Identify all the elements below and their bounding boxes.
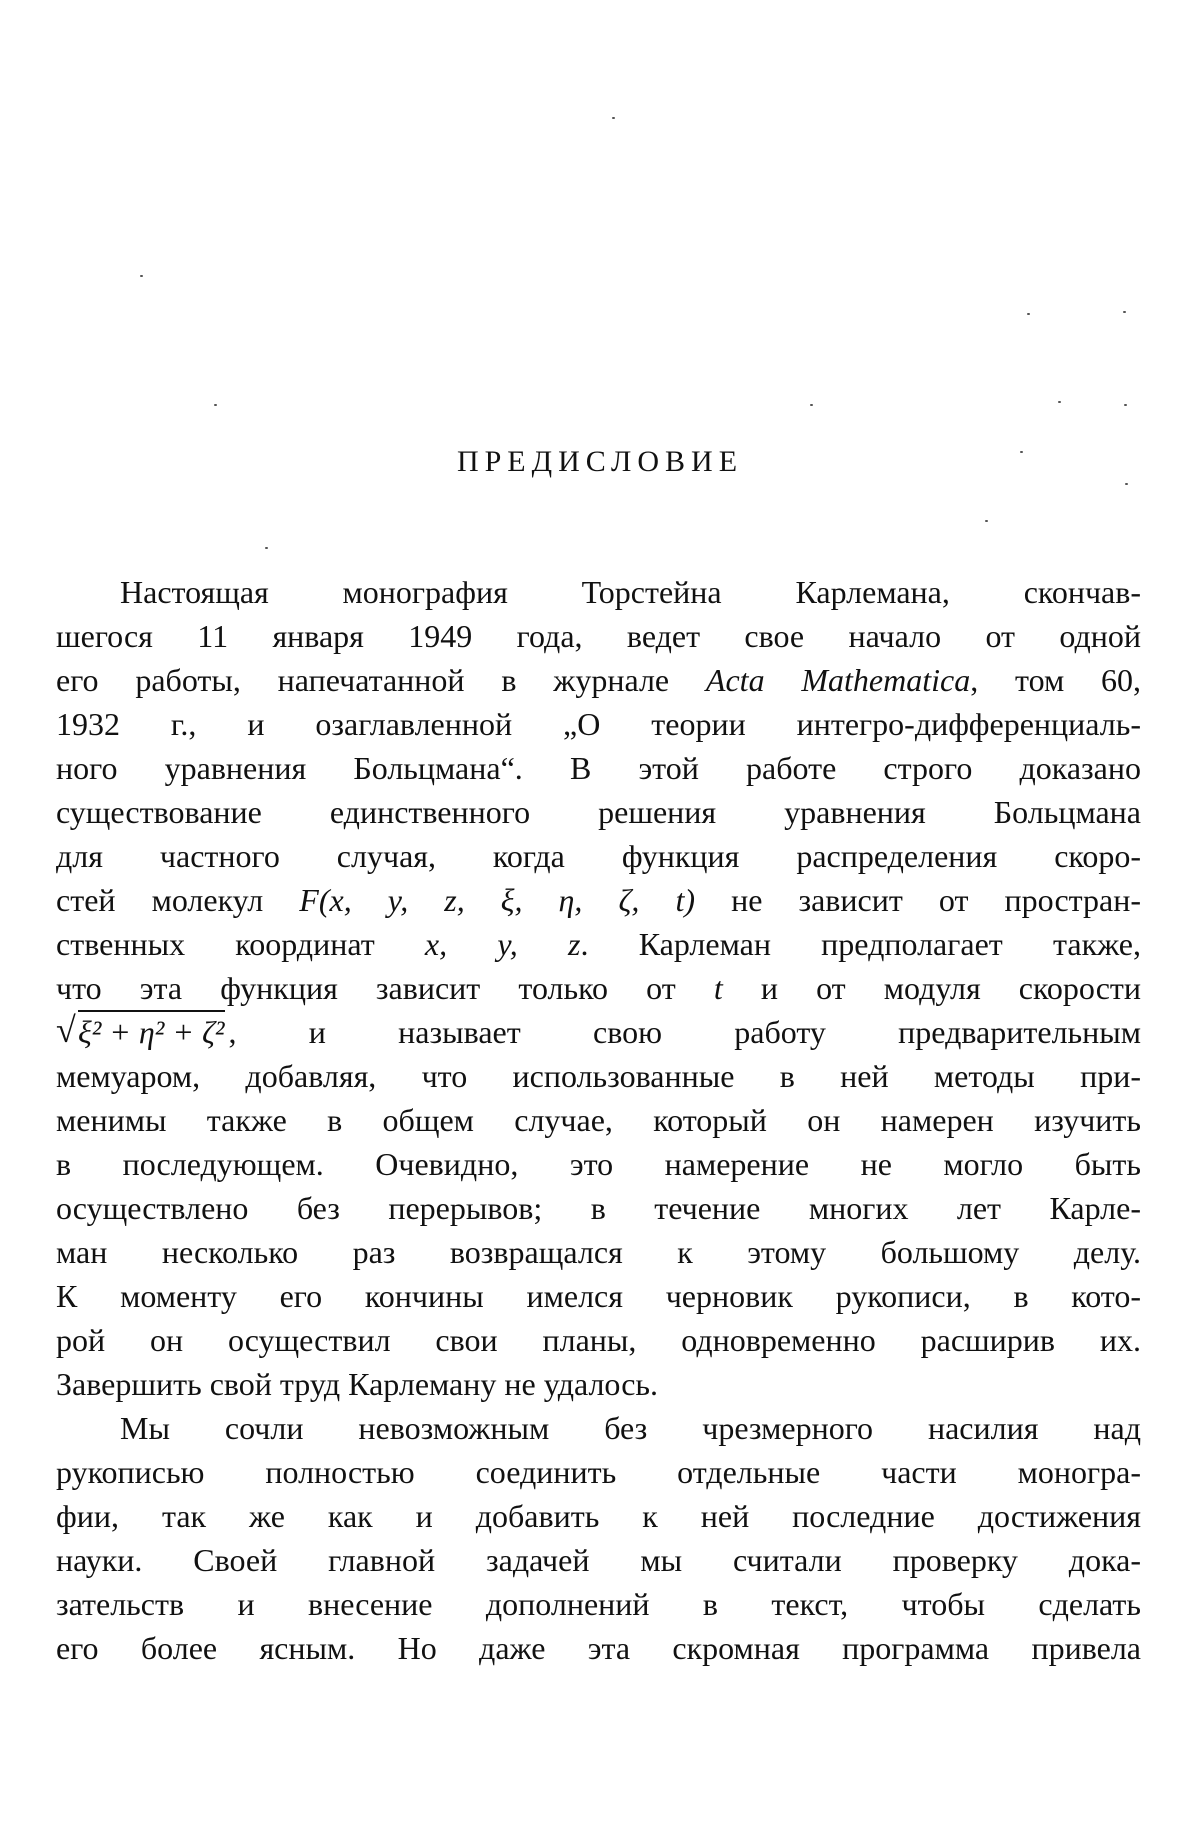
text-line xyxy=(56,1186,1141,1230)
text-run: , том 60, xyxy=(970,662,1141,698)
text-run: его работы, напечатанной в журнале xyxy=(56,662,670,698)
text-run: не зависит от простран- xyxy=(731,882,1141,918)
text-run: менимы также в общем случае, который он намерен изучить xyxy=(56,1102,1141,1138)
text-line xyxy=(56,1010,1141,1054)
scan-speck xyxy=(810,404,813,406)
text-line xyxy=(56,1362,1141,1406)
formula: ξ² + η² + ζ² xyxy=(78,1010,225,1050)
text-run: стей молекул xyxy=(56,882,264,918)
text-run: мемуаром, добавляя, что использованные в ней методы при- xyxy=(56,1058,1141,1094)
text-line xyxy=(56,834,1141,878)
journal-title: Acta Mathematica xyxy=(705,662,971,698)
text-run: существование единственного решения уравнения Больцмана xyxy=(56,794,1141,830)
formula: t xyxy=(713,970,723,1006)
text-line xyxy=(56,1274,1141,1318)
text-run: для частного случая, когда функция распределения скоро- xyxy=(56,838,1141,874)
text-line xyxy=(56,1054,1141,1098)
scan-speck xyxy=(1027,313,1030,315)
scan-speck xyxy=(612,117,615,119)
text-line xyxy=(56,1494,1141,1538)
scan-speck xyxy=(214,404,217,406)
text-line xyxy=(56,1626,1141,1670)
text-run: фии, так же как и добавить к ней последние достижения xyxy=(56,1498,1141,1534)
text-line xyxy=(56,922,1141,966)
scan-speck xyxy=(1125,483,1128,485)
text-run: Мы сочли невозможным без чрезмерного насилия над xyxy=(120,1410,1141,1446)
text-run: ного уравнения Больцмана“. В этой работе строго доказано xyxy=(56,750,1141,786)
scan-speck xyxy=(140,275,143,277)
text-run: и от модуля скорости xyxy=(760,970,1141,1006)
text-run: науки. Своей главной задачей мы считали проверку дока- xyxy=(56,1542,1141,1578)
text-run: его более ясным. Но даже эта скромная программа привела xyxy=(56,1630,1141,1666)
text-run: Настоящая монография Торстейна Карлемана, скончав- xyxy=(120,574,1141,610)
text-line xyxy=(56,746,1141,790)
text-run: шегося 11 января 1949 года, ведет свое начало от одной xyxy=(56,618,1141,654)
scan-speck xyxy=(265,547,268,549)
radical-sign: √ xyxy=(56,1010,76,1050)
text-line xyxy=(56,878,1141,922)
text-run: К моменту его кончины имелся черновик рукописи, в кото- xyxy=(56,1278,1141,1314)
text-line xyxy=(56,658,1141,702)
text-line xyxy=(56,614,1141,658)
text-run: ственных координат xyxy=(56,926,375,962)
scan-speck xyxy=(1123,311,1126,313)
text-run: осуществлено без перерывов; в течение многих лет Карле- xyxy=(56,1190,1141,1226)
text-line xyxy=(56,1406,1141,1450)
scan-speck xyxy=(1124,404,1127,406)
text-line xyxy=(56,790,1141,834)
body-text xyxy=(56,570,1141,1670)
text-line xyxy=(56,702,1141,746)
formula: F(x, y, z, ξ, η, ζ, t) xyxy=(299,882,696,918)
text-line xyxy=(56,1450,1141,1494)
formula: x, y, z xyxy=(424,926,581,962)
scan-speck xyxy=(985,520,988,522)
square-root-formula xyxy=(56,1010,229,1054)
text-run: . Карлеман предполагает также, xyxy=(580,926,1141,962)
text-run: ман несколько раз возвращался к этому большому делу. xyxy=(56,1234,1141,1270)
text-run: , и называет свою работу предварительным xyxy=(228,1014,1141,1050)
text-line xyxy=(56,1318,1141,1362)
text-run: что эта функция зависит только от xyxy=(56,970,676,1006)
text-line xyxy=(56,1538,1141,1582)
text-run: зательств и внесение дополнений в текст, чтобы сделать xyxy=(56,1586,1141,1622)
text-run: рой он осуществил свои планы, одновременно расширив их. xyxy=(56,1322,1141,1358)
text-run: Завершить свой труд Карлеману не удалось. xyxy=(56,1366,659,1402)
text-line xyxy=(56,570,1141,614)
page-title: ПРЕДИСЛОВИЕ xyxy=(456,445,744,478)
text-line xyxy=(56,1142,1141,1186)
text-line xyxy=(56,966,1141,1010)
text-line xyxy=(56,1230,1141,1274)
text-line xyxy=(56,1582,1141,1626)
text-line xyxy=(56,1098,1141,1142)
text-run: 1932 г., и озаглавленной „О теории интегро-дифференциаль- xyxy=(56,706,1141,742)
text-run: в последующем. Очевидно, это намерение не могло быть xyxy=(56,1146,1141,1182)
scan-speck xyxy=(1058,401,1061,403)
text-run: рукописью полностью соединить отдельные части моногра- xyxy=(56,1454,1141,1490)
